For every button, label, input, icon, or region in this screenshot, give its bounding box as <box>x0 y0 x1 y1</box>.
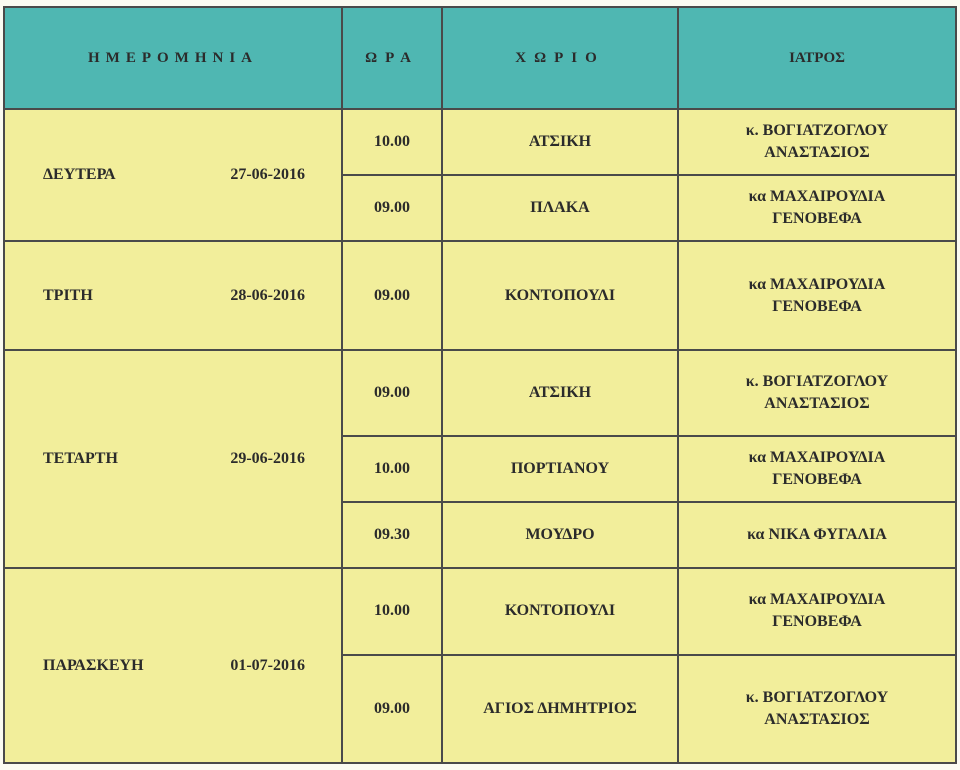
time-cell: 10.00 <box>342 109 442 175</box>
doctor-line2: ΓΕΝΟΒΕΦΑ <box>772 471 862 489</box>
doctor-line1: κα ΜΑΧΑΙΡΟΥΔΙΑ <box>748 449 886 467</box>
doctor-line1: κ. ΒΟΓΙΑΤΖΟΓΛΟΥ <box>745 122 889 140</box>
day-name: ΔΕΥΤΕΡΑ <box>43 166 116 184</box>
time-cell: 09.30 <box>342 502 442 568</box>
doctor-cell <box>678 655 956 763</box>
doctor-cell <box>678 350 956 436</box>
doctor-line1: κ. ΒΟΓΙΑΤΖΟΓΛΟΥ <box>745 688 889 706</box>
day-cell <box>4 568 342 763</box>
header-date: ΗΜΕΡΟΜΗΝΙΑ <box>4 7 342 109</box>
day-name: ΠΑΡΑΣΚΕΥΗ <box>43 656 144 674</box>
doctor-line2: ΓΕΝΟΒΕΦΑ <box>772 297 862 315</box>
table-row <box>4 350 956 436</box>
village-cell: ΚΟΝΤΟΠΟΥΛΙ <box>442 241 678 349</box>
day-cell <box>4 241 342 349</box>
schedule-table <box>3 6 957 764</box>
doctor-line1: κα ΜΑΧΑΙΡΟΥΔΙΑ <box>748 188 886 206</box>
time-cell: 09.00 <box>342 241 442 349</box>
doctor-cell <box>678 241 956 349</box>
day-name: ΤΡΙΤΗ <box>43 286 93 304</box>
doctor-line2: ΑΝΑΣΤΑΣΙΟΣ <box>764 394 870 412</box>
time-cell: 09.00 <box>342 350 442 436</box>
doctor-line1: κα ΜΑΧΑΙΡΟΥΔΙΑ <box>748 591 886 609</box>
doctor-line1: κα ΜΑΧΑΙΡΟΥΔΙΑ <box>748 275 886 293</box>
doctor-line2: ΑΝΑΣΤΑΣΙΟΣ <box>764 144 870 162</box>
village-cell: ΑΓΙΟΣ ΔΗΜΗΤΡΙΟΣ <box>442 655 678 763</box>
time-cell: 10.00 <box>342 568 442 654</box>
doctor-line1: κα ΝΙΚΑ ΦΥΓΑΛΙΑ <box>747 526 887 544</box>
village-cell: ΜΟΥΔΡΟ <box>442 502 678 568</box>
doctor-cell <box>678 436 956 502</box>
doctor-cell <box>678 175 956 241</box>
doctor-cell <box>678 568 956 654</box>
day-cell <box>4 109 342 241</box>
village-cell: ΑΤΣΙΚΗ <box>442 350 678 436</box>
doctor-cell <box>678 502 956 568</box>
time-cell: 09.00 <box>342 175 442 241</box>
table-row <box>4 109 956 175</box>
doctor-cell <box>678 109 956 175</box>
doctor-line2: ΑΝΑΣΤΑΣΙΟΣ <box>764 710 870 728</box>
table-row <box>4 241 956 349</box>
village-cell: ΑΤΣΙΚΗ <box>442 109 678 175</box>
table-row <box>4 568 956 654</box>
doctor-line2: ΓΕΝΟΒΕΦΑ <box>772 613 862 631</box>
day-cell <box>4 350 342 569</box>
day-name: ΤΕΤΑΡΤΗ <box>43 450 118 468</box>
doctor-line1: κ. ΒΟΓΙΑΤΖΟΓΛΟΥ <box>745 372 889 390</box>
day-date: 27-06-2016 <box>230 166 305 184</box>
header-doctor: ΙΑΤΡΟΣ <box>678 7 956 109</box>
day-date: 01-07-2016 <box>230 656 305 674</box>
day-date: 28-06-2016 <box>230 286 305 304</box>
header-village: ΧΩΡΙΟ <box>442 7 678 109</box>
village-cell: ΠΟΡΤΙΑΝΟΥ <box>442 436 678 502</box>
header-row <box>4 7 956 109</box>
time-cell: 10.00 <box>342 436 442 502</box>
village-cell: ΠΛΑΚΑ <box>442 175 678 241</box>
doctor-line2: ΓΕΝΟΒΕΦΑ <box>772 210 862 228</box>
day-date: 29-06-2016 <box>230 450 305 468</box>
time-cell: 09.00 <box>342 655 442 763</box>
header-time: ΩΡΑ <box>342 7 442 109</box>
village-cell: ΚΟΝΤΟΠΟΥΛΙ <box>442 568 678 654</box>
